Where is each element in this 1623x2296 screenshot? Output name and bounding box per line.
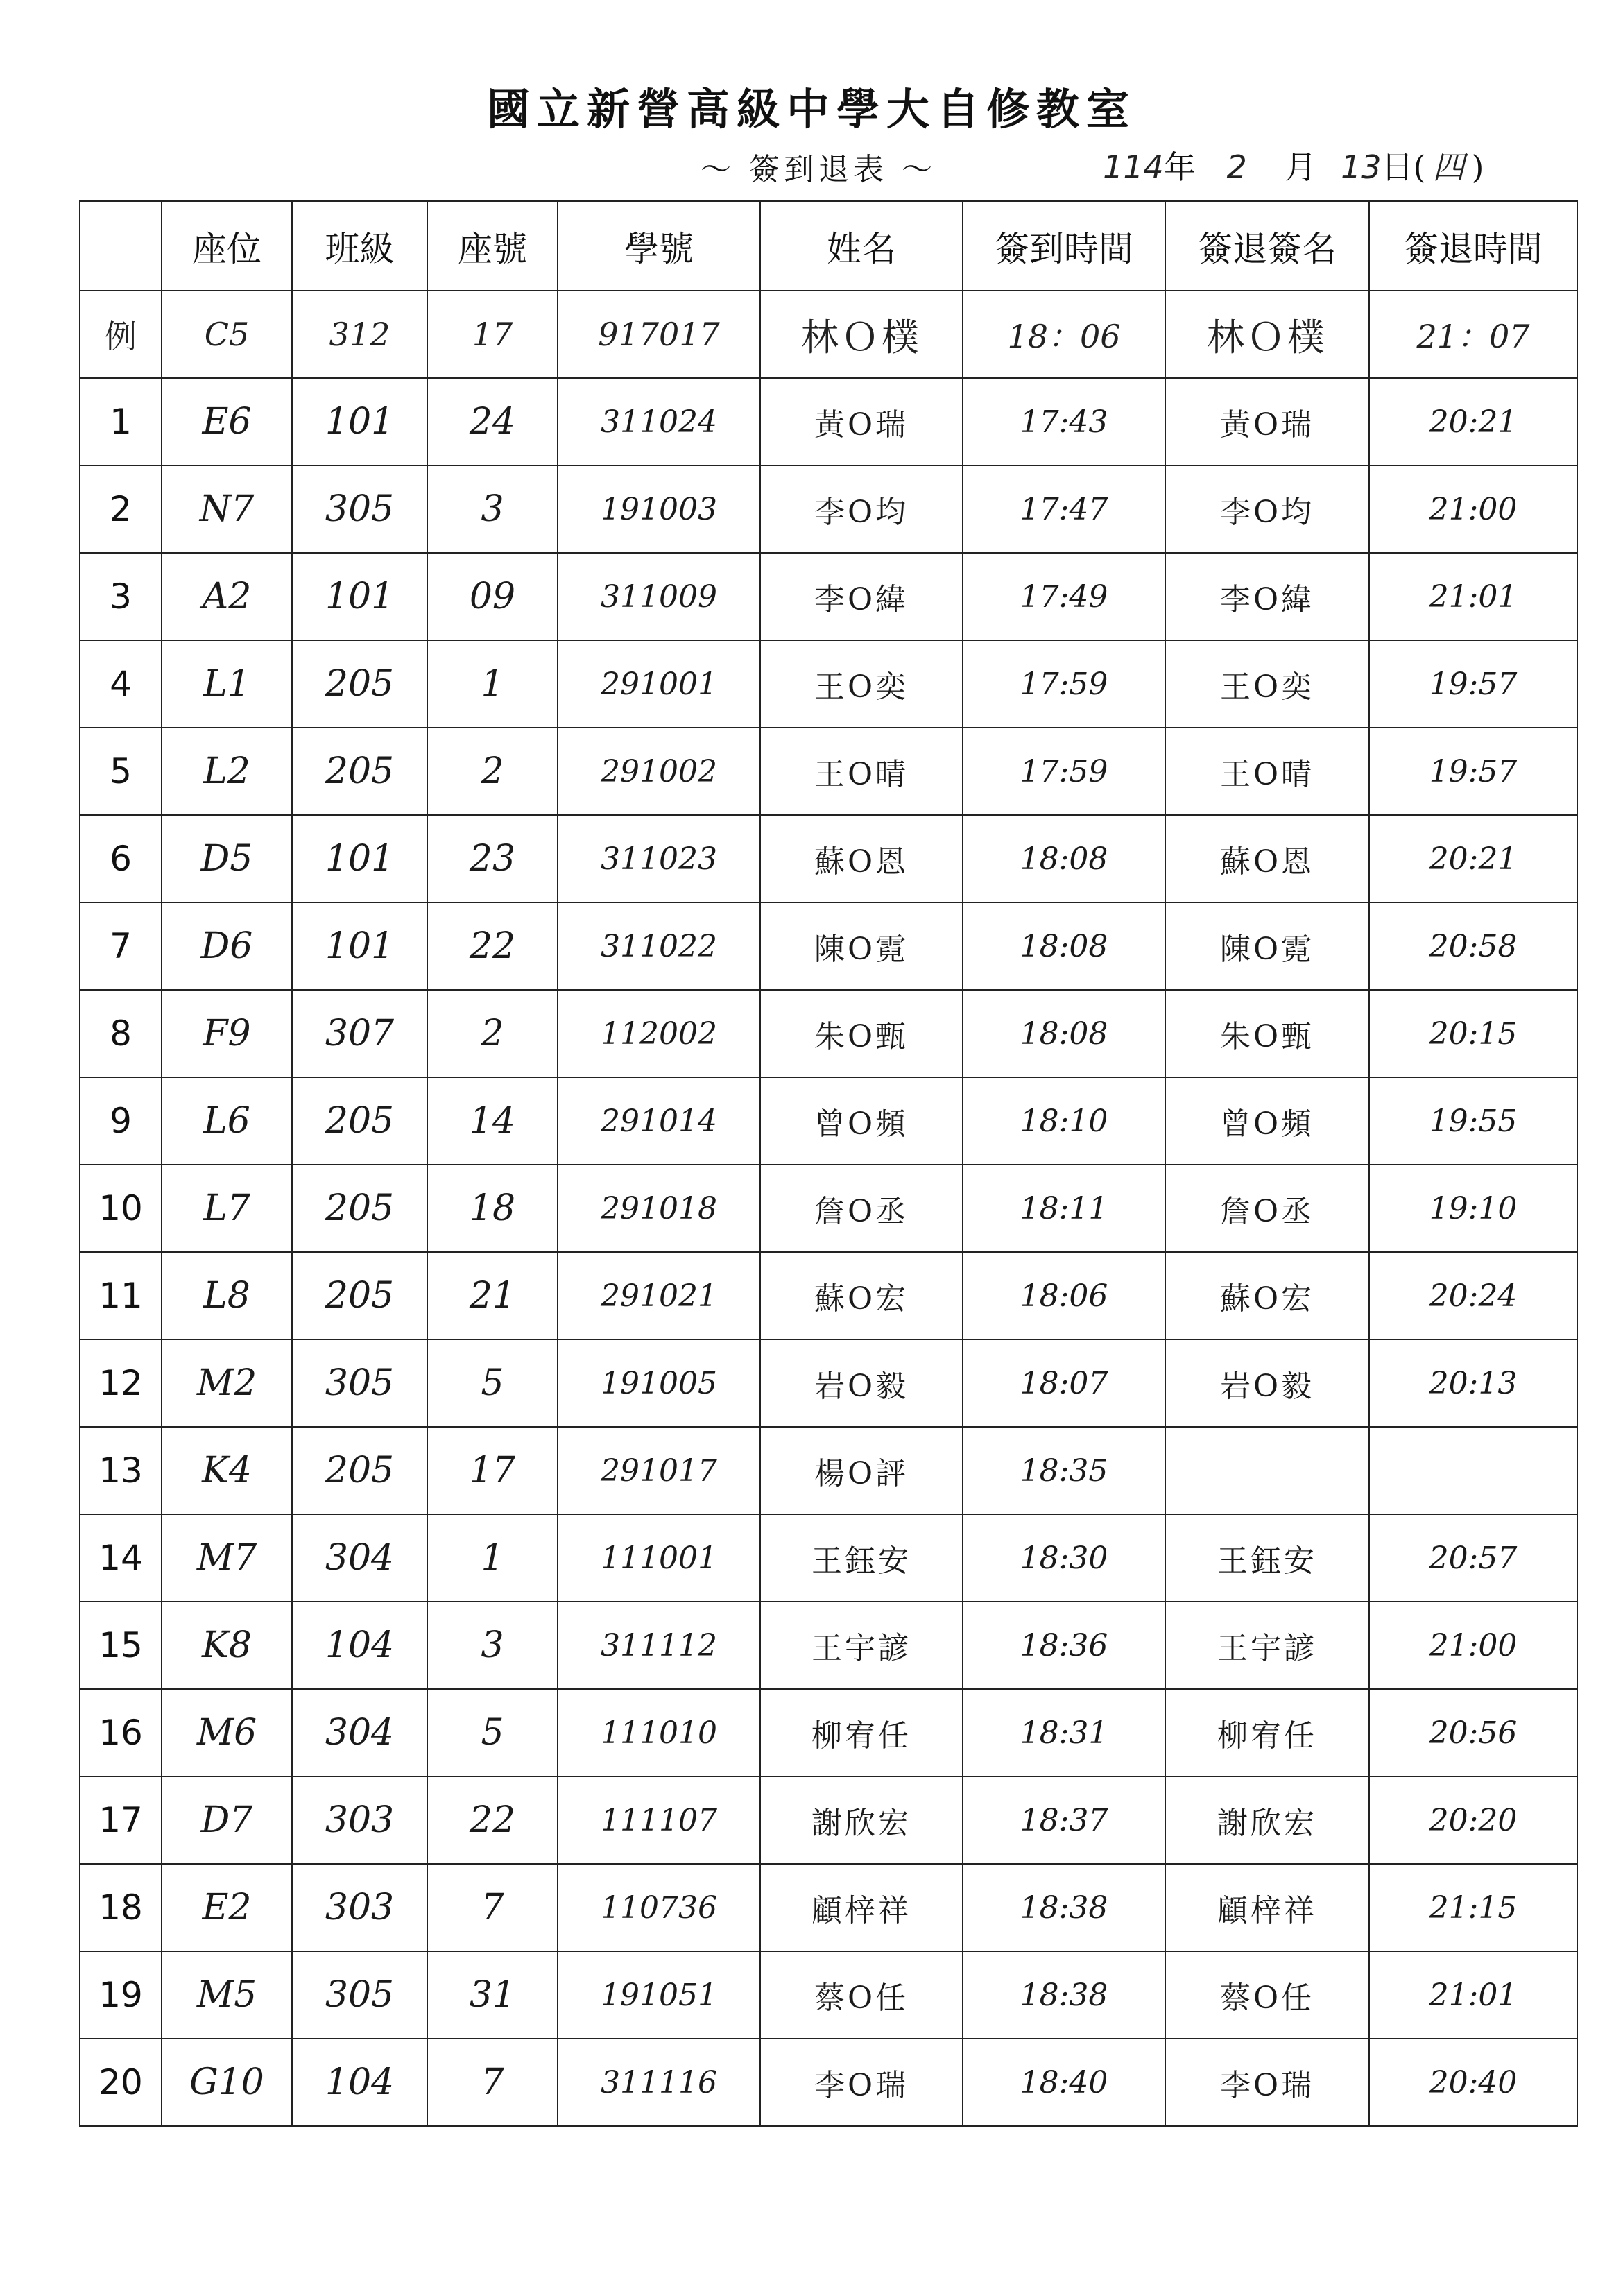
row-number: 12 <box>80 1339 162 1427</box>
seat-no-cell: 14 <box>427 1077 558 1165</box>
class-cell: 205 <box>292 728 427 815</box>
student-id-cell: 311009 <box>558 553 760 640</box>
seat-no-cell: 2 <box>427 990 558 1077</box>
seat-no-cell: 18 <box>427 1165 558 1252</box>
sign-in-time-cell: 17:49 <box>963 553 1165 640</box>
class-cell: 303 <box>292 1776 427 1864</box>
date-weekday: 四 <box>1432 148 1465 186</box>
sign-out-time-cell: 20:13 <box>1369 1339 1577 1427</box>
sign-in-time-cell: 18:10 <box>963 1077 1165 1165</box>
col-header-name: 姓名 <box>760 201 963 291</box>
sign-out-time-cell: 20:24 <box>1369 1252 1577 1339</box>
sign-out-time-cell: 19:57 <box>1369 640 1577 728</box>
sign-out-time-cell: 21:00 <box>1369 465 1577 553</box>
sign-out-name-cell: 李O緯 <box>1165 553 1369 640</box>
form-date <box>1103 142 1484 188</box>
row-number: 14 <box>80 1514 162 1602</box>
name-cell: 王O奕 <box>760 640 963 728</box>
sign-out-time-cell: 20:56 <box>1369 1689 1577 1776</box>
seat-cell: K4 <box>162 1427 292 1514</box>
class-cell: 205 <box>292 1077 427 1165</box>
sign-in-time-cell: 17:47 <box>963 465 1165 553</box>
sign-out-time-cell: 20:15 <box>1369 990 1577 1077</box>
student-id-cell: 111001 <box>558 1514 760 1602</box>
sign-out-time-cell: 19:55 <box>1369 1077 1577 1165</box>
sign-out-name-cell: 詹O丞 <box>1165 1165 1369 1252</box>
seat-no-cell: 3 <box>427 465 558 553</box>
table-row <box>80 1776 1577 1864</box>
sign-in-time-cell: 18:38 <box>963 1951 1165 2039</box>
class-cell: 104 <box>292 1602 427 1689</box>
seat-no-cell: 09 <box>427 553 558 640</box>
sign-out-name-cell: 王鈺安 <box>1165 1514 1369 1602</box>
seat-no-cell: 7 <box>427 1864 558 1951</box>
sign-out-time-cell <box>1369 1427 1577 1514</box>
student-id-cell: 111010 <box>558 1689 760 1776</box>
class-cell: 305 <box>292 1951 427 2039</box>
row-number: 3 <box>80 553 162 640</box>
sign-in-time-cell: 18:08 <box>963 990 1165 1077</box>
seat-no-cell: 3 <box>427 1602 558 1689</box>
table-row <box>80 902 1577 990</box>
seat-cell: A2 <box>162 553 292 640</box>
sign-out-name-cell: 曾O頻 <box>1165 1077 1369 1165</box>
sign-out-time-cell: 21:01 <box>1369 553 1577 640</box>
sign-out-time-cell: 20:40 <box>1369 2039 1577 2126</box>
name-cell: 顧梓祥 <box>760 1864 963 1951</box>
sign-out-name-cell: 王O奕 <box>1165 640 1369 728</box>
name-cell: 蘇O宏 <box>760 1252 963 1339</box>
date-year: 114 <box>1103 148 1164 186</box>
name-cell: 曾O頻 <box>760 1077 963 1165</box>
col-header-sign-out-name: 簽退簽名 <box>1165 201 1369 291</box>
example-sign-in: 18：06 <box>963 291 1165 378</box>
col-header-seat-no: 座號 <box>427 201 558 291</box>
col-header-class: 班級 <box>292 201 427 291</box>
class-cell: 303 <box>292 1864 427 1951</box>
student-id-cell: 291001 <box>558 640 760 728</box>
row-number: 20 <box>80 2039 162 2126</box>
name-cell: 楊O評 <box>760 1427 963 1514</box>
sign-out-name-cell: 王宇諺 <box>1165 1602 1369 1689</box>
class-cell: 205 <box>292 1165 427 1252</box>
name-cell: 陳O霓 <box>760 902 963 990</box>
date-month-unit: 月 <box>1285 148 1317 186</box>
sign-in-time-cell: 18:08 <box>963 902 1165 990</box>
sign-in-time-cell: 17:59 <box>963 640 1165 728</box>
student-id-cell: 311112 <box>558 1602 760 1689</box>
sign-in-table <box>79 200 1578 2127</box>
seat-cell: M7 <box>162 1514 292 1602</box>
class-cell: 104 <box>292 2039 427 2126</box>
name-cell: 朱O甄 <box>760 990 963 1077</box>
sign-in-time-cell: 18:37 <box>963 1776 1165 1864</box>
example-name: 林Ｏ樸 <box>760 291 963 378</box>
row-number: 18 <box>80 1864 162 1951</box>
row-number: 2 <box>80 465 162 553</box>
seat-no-cell: 31 <box>427 1951 558 2039</box>
class-cell: 305 <box>292 1339 427 1427</box>
sign-in-time-cell: 18:08 <box>963 815 1165 902</box>
class-cell: 205 <box>292 1252 427 1339</box>
example-sign-out: 21：07 <box>1369 291 1577 378</box>
table-row <box>80 1252 1577 1339</box>
sign-in-time-cell: 18:07 <box>963 1339 1165 1427</box>
sign-out-name-cell: 蘇O恩 <box>1165 815 1369 902</box>
seat-cell: E2 <box>162 1864 292 1951</box>
col-header-sign-out-time: 簽退時間 <box>1369 201 1577 291</box>
student-id-cell: 311023 <box>558 815 760 902</box>
date-day-unit: 日 <box>1381 148 1414 186</box>
seat-cell: L1 <box>162 640 292 728</box>
page-title: 國立新營高級中學大自修教室 <box>486 84 1136 135</box>
row-number: 1 <box>80 378 162 465</box>
seat-no-cell: 7 <box>427 2039 558 2126</box>
date-weekday-close: ) <box>1471 148 1484 186</box>
sign-in-time-cell: 18:31 <box>963 1689 1165 1776</box>
seat-cell: M6 <box>162 1689 292 1776</box>
row-number: 13 <box>80 1427 162 1514</box>
row-number: 4 <box>80 640 162 728</box>
name-cell: 蔡O任 <box>760 1951 963 2039</box>
sign-out-time-cell: 20:57 <box>1369 1514 1577 1602</box>
sign-in-time-cell: 18:36 <box>963 1602 1165 1689</box>
sign-out-time-cell: 20:21 <box>1369 815 1577 902</box>
table-row <box>80 1339 1577 1427</box>
sign-out-time-cell: 21:15 <box>1369 1864 1577 1951</box>
header-row <box>80 201 1577 291</box>
seat-cell: N7 <box>162 465 292 553</box>
class-cell: 101 <box>292 902 427 990</box>
student-id-cell: 110736 <box>558 1864 760 1951</box>
table-row <box>80 1689 1577 1776</box>
sign-in-time-cell: 18:06 <box>963 1252 1165 1339</box>
row-number: 15 <box>80 1602 162 1689</box>
table-row <box>80 1602 1577 1689</box>
sign-out-name-cell <box>1165 1427 1369 1514</box>
name-cell: 李O瑞 <box>760 2039 963 2126</box>
sign-out-time-cell: 19:10 <box>1369 1165 1577 1252</box>
table-row <box>80 1165 1577 1252</box>
name-cell: 謝欣宏 <box>760 1776 963 1864</box>
name-cell: 黃O瑞 <box>760 378 963 465</box>
class-cell: 205 <box>292 1427 427 1514</box>
table-row <box>80 728 1577 815</box>
sign-out-name-cell: 柳宥任 <box>1165 1689 1369 1776</box>
form-subtitle: ～ 簽到退表 ～ <box>701 152 936 187</box>
sign-out-name-cell: 陳O霓 <box>1165 902 1369 990</box>
seat-cell: K8 <box>162 1602 292 1689</box>
name-cell: 蘇O恩 <box>760 815 963 902</box>
row-number: 7 <box>80 902 162 990</box>
name-cell: 李O均 <box>760 465 963 553</box>
example-seat-no: 17 <box>427 291 558 378</box>
row-number: 16 <box>80 1689 162 1776</box>
sign-out-name-cell: 黃O瑞 <box>1165 378 1369 465</box>
sign-out-name-cell: 謝欣宏 <box>1165 1776 1369 1864</box>
seat-no-cell: 2 <box>427 728 558 815</box>
table-row <box>80 815 1577 902</box>
sign-out-name-cell: 王O晴 <box>1165 728 1369 815</box>
sign-out-time-cell: 21:00 <box>1369 1602 1577 1689</box>
sign-out-name-cell: 李O均 <box>1165 465 1369 553</box>
example-student-id: 917017 <box>558 291 760 378</box>
student-id-cell: 311116 <box>558 2039 760 2126</box>
seat-cell: L8 <box>162 1252 292 1339</box>
seat-cell: D5 <box>162 815 292 902</box>
class-cell: 205 <box>292 640 427 728</box>
sign-out-name-cell: 蘇O宏 <box>1165 1252 1369 1339</box>
row-number: 19 <box>80 1951 162 2039</box>
name-cell: 王宇諺 <box>760 1602 963 1689</box>
sign-in-time-cell: 18:30 <box>963 1514 1165 1602</box>
sign-out-name-cell: 蔡O任 <box>1165 1951 1369 2039</box>
col-header-seat: 座位 <box>162 201 292 291</box>
class-cell: 305 <box>292 465 427 553</box>
table-row <box>80 640 1577 728</box>
sign-in-time-cell: 17:59 <box>963 728 1165 815</box>
example-label: 例 <box>80 291 162 378</box>
sign-out-time-cell: 20:21 <box>1369 378 1577 465</box>
seat-no-cell: 21 <box>427 1252 558 1339</box>
seat-no-cell: 5 <box>427 1689 558 1776</box>
sign-in-time-cell: 18:35 <box>963 1427 1165 1514</box>
sign-in-time-cell: 17:43 <box>963 378 1165 465</box>
table-row <box>80 1077 1577 1165</box>
seat-cell: D7 <box>162 1776 292 1864</box>
seat-no-cell: 1 <box>427 640 558 728</box>
table-row <box>80 553 1577 640</box>
sign-out-name-cell: 岩O毅 <box>1165 1339 1369 1427</box>
date-weekday-open: ( <box>1413 148 1426 186</box>
student-id-cell: 291014 <box>558 1077 760 1165</box>
sign-in-time-cell: 18:38 <box>963 1864 1165 1951</box>
student-id-cell: 112002 <box>558 990 760 1077</box>
date-month: 2 <box>1226 148 1247 186</box>
seat-cell: D6 <box>162 902 292 990</box>
student-id-cell: 291017 <box>558 1427 760 1514</box>
name-cell: 詹O丞 <box>760 1165 963 1252</box>
example-sign-out-name: 林Ｏ樸 <box>1165 291 1369 378</box>
sign-out-time-cell: 20:58 <box>1369 902 1577 990</box>
class-cell: 101 <box>292 815 427 902</box>
seat-cell: L7 <box>162 1165 292 1252</box>
student-id-cell: 291018 <box>558 1165 760 1252</box>
student-id-cell: 291021 <box>558 1252 760 1339</box>
example-class: 312 <box>292 291 427 378</box>
seat-cell: L2 <box>162 728 292 815</box>
table-row <box>80 378 1577 465</box>
sign-out-name-cell: 朱O甄 <box>1165 990 1369 1077</box>
seat-no-cell: 23 <box>427 815 558 902</box>
seat-no-cell: 17 <box>427 1427 558 1514</box>
col-header-index <box>80 201 162 291</box>
seat-no-cell: 22 <box>427 902 558 990</box>
table-row <box>80 1514 1577 1602</box>
student-id-cell: 191005 <box>558 1339 760 1427</box>
date-day: 13 <box>1340 148 1382 186</box>
class-cell: 307 <box>292 990 427 1077</box>
student-id-cell: 111107 <box>558 1776 760 1864</box>
student-id-cell: 291002 <box>558 728 760 815</box>
name-cell: 柳宥任 <box>760 1689 963 1776</box>
table-row <box>80 1951 1577 2039</box>
class-cell: 304 <box>292 1514 427 1602</box>
name-cell: 王O晴 <box>760 728 963 815</box>
seat-cell: G10 <box>162 2039 292 2126</box>
seat-cell: F9 <box>162 990 292 1077</box>
name-cell: 王鈺安 <box>760 1514 963 1602</box>
student-id-cell: 311024 <box>558 378 760 465</box>
col-header-sign-in-time: 簽到時間 <box>963 201 1165 291</box>
sign-in-time-cell: 18:11 <box>963 1165 1165 1252</box>
sign-out-name-cell: 李O瑞 <box>1165 2039 1369 2126</box>
seat-no-cell: 22 <box>427 1776 558 1864</box>
name-cell: 岩O毅 <box>760 1339 963 1427</box>
seat-cell: E6 <box>162 378 292 465</box>
date-year-unit: 年 <box>1163 148 1196 186</box>
col-header-student-id: 學號 <box>558 201 760 291</box>
sign-out-name-cell: 顧梓祥 <box>1165 1864 1369 1951</box>
example-seat: C5 <box>162 291 292 378</box>
sign-out-time-cell: 21:01 <box>1369 1951 1577 2039</box>
sign-out-time-cell: 19:57 <box>1369 728 1577 815</box>
table-row <box>80 990 1577 1077</box>
sign-out-time-cell: 20:20 <box>1369 1776 1577 1864</box>
seat-no-cell: 1 <box>427 1514 558 1602</box>
seat-cell: L6 <box>162 1077 292 1165</box>
row-number: 11 <box>80 1252 162 1339</box>
name-cell: 李O緯 <box>760 553 963 640</box>
row-number: 9 <box>80 1077 162 1165</box>
row-number: 5 <box>80 728 162 815</box>
row-number: 8 <box>80 990 162 1077</box>
table-row <box>80 1864 1577 1951</box>
table-row <box>80 465 1577 553</box>
student-id-cell: 191051 <box>558 1951 760 2039</box>
class-cell: 101 <box>292 378 427 465</box>
class-cell: 101 <box>292 553 427 640</box>
student-id-cell: 311022 <box>558 902 760 990</box>
class-cell: 304 <box>292 1689 427 1776</box>
row-number: 6 <box>80 815 162 902</box>
seat-no-cell: 24 <box>427 378 558 465</box>
table-row <box>80 1427 1577 1514</box>
seat-no-cell: 5 <box>427 1339 558 1427</box>
row-number: 17 <box>80 1776 162 1864</box>
student-id-cell: 191003 <box>558 465 760 553</box>
row-number: 10 <box>80 1165 162 1252</box>
seat-cell: M5 <box>162 1951 292 2039</box>
seat-cell: M2 <box>162 1339 292 1427</box>
table-row <box>80 2039 1577 2126</box>
sign-in-time-cell: 18:40 <box>963 2039 1165 2126</box>
example-row <box>80 291 1577 378</box>
